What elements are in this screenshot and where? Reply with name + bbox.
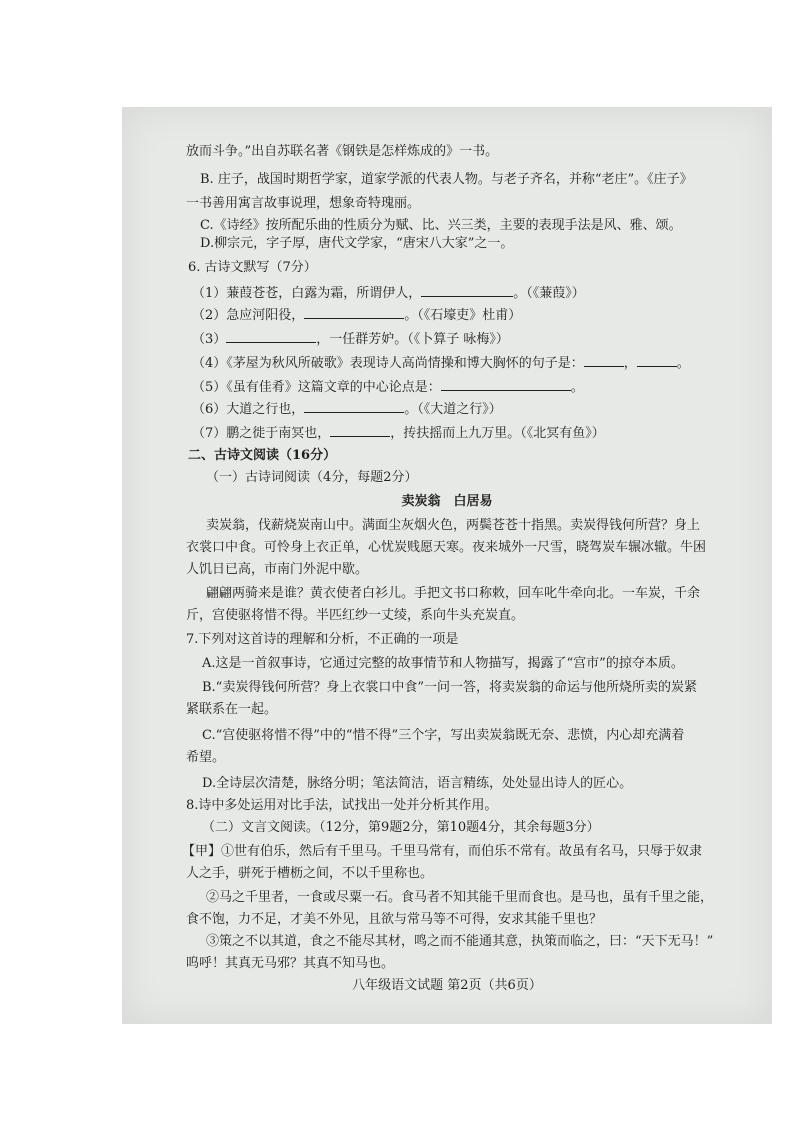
dictation-7 (192, 423, 605, 443)
option-a: A.这是一首叙事诗，它通过完整的故事情节和人物描写，揭露了“宫市”的掠夺本质。 (202, 656, 684, 671)
option-b: B. 庄子，战国时期哲学家，道家学派的代表人物。与老子齐名，并称“老庄”。《庄子》 (200, 172, 693, 187)
answer-blank[interactable] (304, 399, 404, 413)
poem-line: 人饥日已高，市南门外泥中歇。 (186, 562, 369, 577)
dictation-4-comma: ， (623, 356, 637, 371)
page-footer: 八年级语文试题 第2页（共6页） (352, 978, 542, 993)
dictation-6-prefix: （6）大道之行也， (192, 402, 305, 417)
classical-text-line: ②马之千里者，一食或尽粟一石。食马者不知其能千里而食也。是马也，虽有千里之能， (206, 890, 714, 905)
answer-blank[interactable] (421, 283, 513, 297)
option-d: D.全诗层次清楚，脉络分明；笔法简洁，语言精练，处处显出诗人的匠心。 (202, 776, 633, 791)
subsection-poem-heading: （一）古诗词阅读（4分，每题2分） (206, 470, 418, 485)
poem-title: 卖炭翁 白居易 (401, 494, 493, 509)
question-8: 8.诗中多处运用对比手法，试找出一处并分析其作用。 (186, 798, 498, 813)
dictation-1-prefix: （1）蒹葭苍苍，白露为霜，所谓伊人， (192, 286, 422, 301)
poem-line: 翩翩两骑来是谁？黄衣使者白衫儿。手把文书口称敕，回车叱牛牵向北。一车炭，千余 (206, 586, 701, 601)
subsection-classical-heading: （二）文言文阅读。（12分，第9题2分，第10题4分，其余每题3分） (202, 820, 600, 835)
answer-blank[interactable] (304, 305, 404, 319)
question-6-heading: 6. 古诗文默写（7分） (188, 260, 317, 275)
text-line: 一书善用寓言故事说理，想象奇特瑰丽。 (186, 196, 421, 211)
classical-text-line: 【甲】①世有伯乐，然后有千里马。千里马常有，而伯乐不常有。故虽有名马，只辱于奴隶 (182, 844, 703, 859)
dictation-5-prefix: （5）《虽有佳肴》这篇文章的中心论点是： (192, 380, 441, 395)
poem-line: 衣裳口中食。可怜身上衣正单，心忧炭贱愿天寒。夜来城外一尺雪，晓驾炭车辗冰辙。牛困 (186, 540, 707, 555)
classical-text-line: 人之手，骈死于槽枥之间，不以千里称也。 (186, 866, 434, 881)
dictation-2 (192, 305, 521, 325)
option-b-cont: 紧联系在一起。 (186, 702, 278, 717)
dictation-4-period: 。 (676, 356, 690, 371)
option-c-cont: 希望。 (186, 750, 226, 765)
dictation-6 (192, 399, 502, 419)
question-7: 7.下列对这首诗的理解和分析，不正确的一项是 (186, 632, 459, 647)
answer-blank[interactable] (584, 353, 624, 367)
answer-blank[interactable] (441, 377, 571, 391)
option-c: C.“宫使驱将惜不得”中的“惜不得”三个字，写出卖炭翁既无奈、悲愤，内心却充满着 (202, 728, 685, 743)
poem-line: 斤，宫使驱将惜不得。半匹红纱一丈绫，系向牛头充炭直。 (186, 608, 525, 623)
option-d: D.柳宗元，字子厚，唐代文学家，“唐宋八大家”之一。 (200, 236, 514, 251)
dictation-2-prefix: （2）急应河阳役， (192, 308, 305, 323)
dictation-5-suffix: 。 (570, 380, 584, 395)
exam-page (122, 107, 772, 1024)
dictation-3-prefix: （3） (192, 332, 227, 347)
dictation-3-suffix: ，一任群芳妒。（《卜算子 咏梅》） (316, 332, 509, 347)
dictation-5 (192, 377, 584, 397)
classical-text-line: ③策之不以其道，食之不能尽其材，鸣之而不能通其意，执策而临之，曰：“天下无马！” (206, 934, 714, 949)
dictation-6-suffix: 。（《大道之行》） (404, 402, 502, 417)
dictation-1-suffix: 。（《蒹葭》） (513, 286, 585, 301)
section-2-heading: 二、古诗文阅读（16分） (188, 448, 337, 463)
poem-line: 卖炭翁，伐薪烧炭南山中。满面尘灰烟火色，两鬓苍苍十指黑。卖炭得钱何所营？身上 (206, 518, 701, 533)
answer-blank[interactable] (637, 353, 677, 367)
option-b: B.“卖炭得钱何所营？身上衣裳口中食”一问一答，将卖炭翁的命运与他所烧所卖的炭紧 (202, 680, 697, 695)
classical-text-line: 食不饱，力不足，才美不外见，且欲与常马等不可得，安求其能千里也？ (186, 912, 603, 927)
dictation-1 (192, 283, 585, 303)
dictation-7-suffix: ，抟扶摇而上九万里。（《北冥有鱼》） (390, 426, 605, 441)
dictation-4 (192, 353, 690, 373)
answer-blank[interactable] (226, 329, 316, 343)
dictation-2-suffix: 。（《石壕吏》杜甫） (404, 308, 522, 323)
dictation-4-prefix: （4）《茅屋为秋风所破歌》表现诗人高尚情操和博大胸怀的句子是： (192, 356, 584, 371)
dictation-3 (192, 329, 509, 349)
answer-blank[interactable] (330, 423, 390, 437)
classical-text-line: 呜呼！其真无马邪？其真不知马也。 (186, 956, 395, 971)
option-c: C.《诗经》按所配乐曲的性质分为赋、比、兴三类，主要的表现手法是风、雅、颂。 (200, 218, 682, 233)
dictation-7-prefix: （7）鹏之徙于南冥也， (192, 426, 331, 441)
text-line: 放而斗争。”出自苏联名著《钢铁是怎样炼成的》一书。 (186, 144, 499, 159)
